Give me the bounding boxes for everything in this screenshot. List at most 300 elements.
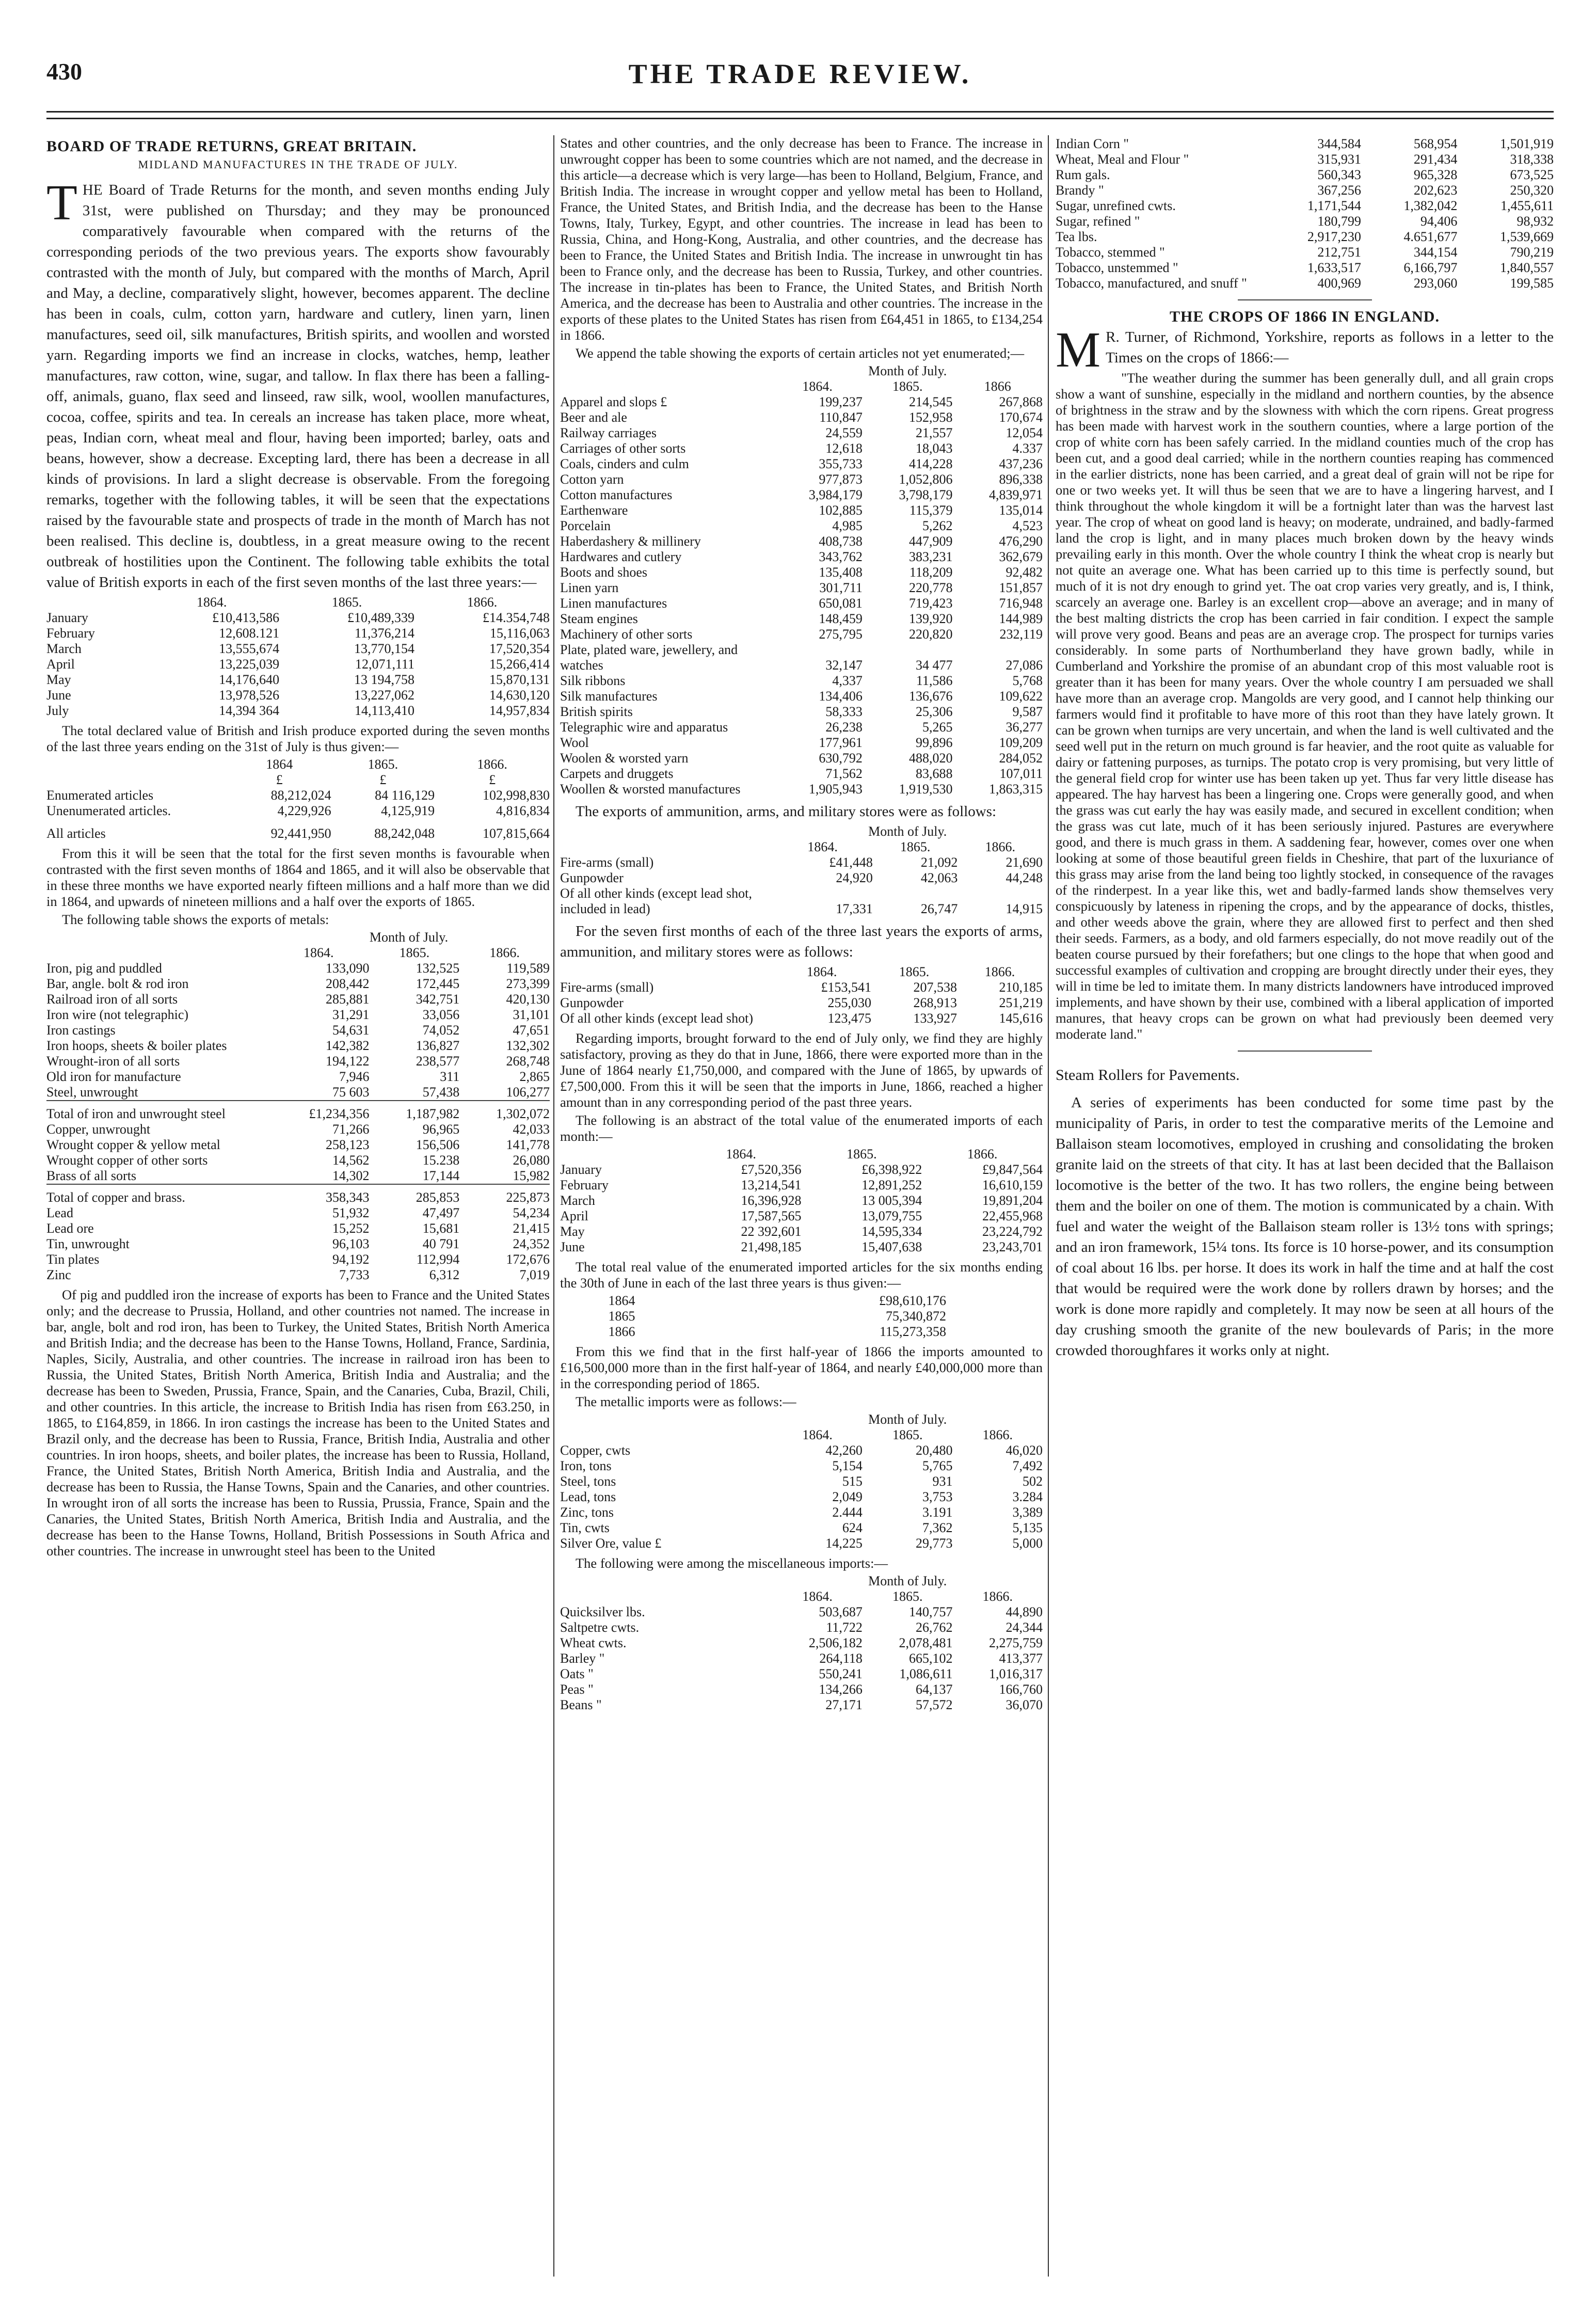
table-row — [560, 425, 1043, 441]
table-cell: 568,954 — [1413, 136, 1458, 151]
table-cell: 33,056 — [422, 1007, 460, 1022]
table-cell: 5,000 — [1012, 1536, 1043, 1551]
row-label: Sugar, unrefined cwts. — [1056, 198, 1176, 213]
table-cell: 251,219 — [999, 995, 1043, 1010]
article-subheading: MIDLAND MANUFACTURES IN THE TRADE OF JULY. — [138, 158, 458, 171]
table-row — [609, 1293, 947, 1309]
table-row — [46, 1205, 550, 1221]
table-row — [560, 1162, 1043, 1178]
header-rule — [46, 111, 1554, 113]
paragraph: The following were among the miscellaneous imports:— — [576, 1555, 888, 1571]
table-row — [560, 1620, 1043, 1635]
paragraph: From this it will be seen that the total for the first seven months is favourable when contrasted with the first seven months of 1864 and 1865, and it will also be observable that in these three months we have exported nearly fifteen millions and a half more than we did in 1864, and upwards of nineteen millions and a half over the exports of 1865. — [46, 846, 550, 909]
table-cell: 36,277 — [1006, 720, 1043, 735]
row-label: Quicksilver lbs. — [560, 1604, 645, 1619]
table-row — [560, 596, 1043, 611]
table-row — [560, 642, 1043, 673]
table-cell: 148,459 — [819, 611, 863, 626]
row-label: Rum gals. — [1056, 167, 1110, 182]
table-row — [560, 456, 1043, 472]
table-cell: 447,909 — [908, 534, 953, 549]
misc-imports-table: Month of July. 1864. 1865. 1866. Quicksilver lbs. 503,687 140,757 44,890 Saltpetre cwts. 11,722 26,762 24,344 Wheat cwts. 2,506,182 2,078,481 2,275,759 Barley " 264,118 665,102 413,377 Oats " 550,241 1,086,611 1,016,317 Peas " 134,266 64,137 166,760 Beans " 27,171 57,572 36,070 — [560, 1573, 1043, 1712]
table-cell: 24,344 — [1006, 1620, 1043, 1635]
row-label: Steel, tons — [560, 1474, 616, 1489]
table-cell: 96,103 — [332, 1236, 370, 1251]
table-cell: 98,932 — [1517, 214, 1554, 229]
article-lead-paragraph: THE Board of Trade Returns for the month, and seven months ending July 31st, were published on Thursday; and they may be pronounced comparatively favourable when compared with the returns of the corresponding periods of the two previous years. The exports show favourably contrasted with the month of July, but compared with the months of March, April and May, a decline, comparatively slight, however, becomes apparent. The decline has been in coals, culm, cotton yarn, hardware and cutlery, linen yarn, linen manufactures, seed oil, silk manufactures, British spirits, and woollen and worsted yarn. Regarding imports we find an increase in clocks, watches, hemp, leather manufactures, raw cotton, wine, sugar, and tallow. In flax there has been a falling-off, animals, guano, flax seed and linseed, raw silk, wool, woollen manufactures, cocoa, coffee, spirits and tea. In cereals an increase has taken place, more wheat, peas, Indian corn, wheat meal and flour, having been imported; barley, oats and beans, however, show a decrease. Excepting lard, there has been a decrease in all kinds of provisions. In lard a slight decrease is observable. From the foregoing remarks, together with the following tables, it will be seen that the expectations raised by the favourable state and prospects of trade in the month of March has not been realised. This decline is, doubtless, in a great measure owing to the recent outbreak of hostilities upon the Continent. The following table exhibits the total value of British exports in each of the first seven months of the last three years:— — [46, 175, 550, 591]
table-cell: 15,681 — [422, 1221, 460, 1236]
table-cell: 362,679 — [999, 549, 1043, 564]
exports-total-table: 1864 1865. 1866. £ £ £ Enumerated articles 88,212,024 84 116,129 102,998,830 Unenumerated articles. 4,229,926 4,125,919 4,816,834 All articles 92,441,950 88,242,048 107,815,664 — [46, 757, 550, 841]
table-row — [560, 534, 1043, 549]
table-cell: 109,209 — [999, 735, 1043, 750]
table-cell: 23,224,792 — [982, 1224, 1043, 1239]
table-row — [560, 735, 1043, 751]
table-cell: 13,227,062 — [354, 688, 415, 703]
table-cell: 29,773 — [915, 1536, 953, 1551]
table-row — [1056, 214, 1554, 229]
table-cell: 136,676 — [908, 689, 953, 704]
table-row — [560, 751, 1043, 766]
row-label: Iron wire (not telegraphic) — [46, 1007, 189, 1022]
table-cell: 212,751 — [1317, 245, 1361, 260]
row-label: Zinc — [46, 1267, 71, 1282]
table-row — [560, 855, 1043, 870]
table-row: Total of iron and unwrought steel £1,234,356 1,187,982 1,302,072 — [46, 1101, 550, 1122]
row-label: Tobacco, stemmed " — [1056, 245, 1165, 260]
table-cell: 26,747 — [920, 901, 958, 916]
table-row — [560, 673, 1043, 689]
row-label: May — [560, 1224, 585, 1239]
table-cell: 291,434 — [1413, 152, 1458, 167]
table-cell: 92,482 — [1006, 565, 1043, 580]
table-cell: 12,618 — [825, 441, 863, 456]
table-row — [46, 1267, 550, 1283]
table-row — [1056, 167, 1554, 183]
table-row — [560, 487, 1043, 503]
row-label: Fire-arms (small) — [560, 980, 654, 995]
table-cell: 4.651,677 — [1403, 229, 1458, 244]
table-cell: 14,302 — [332, 1168, 370, 1183]
table-cell: 268,913 — [913, 995, 957, 1010]
row-label: February — [560, 1178, 609, 1192]
table-cell: £41,448 — [829, 855, 873, 870]
column-divider — [553, 135, 554, 2277]
table-cell: £9,847,564 — [982, 1162, 1043, 1177]
table-cell: 5,262 — [922, 518, 953, 533]
table-cell: 133,927 — [913, 1011, 957, 1026]
table-row — [560, 1178, 1043, 1193]
table-cell: 1,086,611 — [899, 1666, 953, 1681]
row-label: Porcelain — [560, 518, 611, 533]
table-row — [1056, 183, 1554, 198]
table-cell: 139,920 — [908, 611, 953, 626]
table-cell: 4,229,926 — [277, 803, 331, 818]
table-cell: 119,589 — [506, 961, 550, 976]
table-cell: 293,060 — [1413, 276, 1458, 291]
table-row — [560, 1682, 1043, 1697]
row-label: Saltpetre cwts. — [560, 1620, 640, 1635]
table-cell: 14,957,834 — [489, 703, 550, 718]
table-cell: 344,154 — [1413, 245, 1458, 260]
table-row — [46, 1038, 550, 1054]
table-row — [560, 518, 1043, 534]
table-cell: 1,633,517 — [1307, 260, 1361, 275]
table-cell: 25,306 — [915, 704, 953, 719]
row-label: Carriages of other sorts — [560, 441, 686, 456]
table-cell: 24,352 — [513, 1236, 550, 1251]
table-row — [560, 549, 1043, 565]
table-row — [46, 626, 550, 641]
table-cell: 202,623 — [1413, 183, 1458, 198]
row-label: Apparel and slops £ — [560, 394, 667, 409]
table-cell: 5,765 — [922, 1458, 953, 1473]
row-label: Telegraphic wire and apparatus — [560, 720, 728, 735]
table-row — [1056, 152, 1554, 167]
table-row — [46, 1007, 550, 1023]
table-cell: 1,539,669 — [1500, 229, 1554, 244]
table-cell: 12,608.121 — [219, 626, 280, 641]
table-cell: 21,498,185 — [741, 1239, 802, 1254]
table-cell: 26,238 — [825, 720, 863, 735]
table-cell: 4.337 — [1012, 441, 1043, 456]
table-cell: 194,122 — [326, 1054, 370, 1069]
table-cell: 102,998,830 — [483, 788, 550, 803]
table-cell: 285,881 — [326, 992, 370, 1007]
table-cell: 142,382 — [326, 1038, 370, 1053]
table-cell: 1,016,317 — [989, 1666, 1043, 1681]
table-cell: 2,275,759 — [989, 1635, 1043, 1650]
table-row — [46, 1221, 550, 1236]
table-cell: 4,337 — [832, 673, 863, 688]
table-cell: 4,985 — [832, 518, 863, 533]
table-cell: 17,587,565 — [741, 1208, 802, 1223]
table-cell: 275,795 — [819, 627, 863, 642]
table-cell: 6,312 — [429, 1267, 460, 1282]
row-label: Wrought copper & yellow metal — [46, 1137, 220, 1152]
imports-monthly-table: 1864. 1865. 1866. January £7,520,356 £6,398,922 £9,847,564 February 13,214,541 12,891,252 16,610,159 March 16,396,928 13 005,394 19,891,204 April 17,587,565 13,079,755 22,455,968 May 22 392,601 14,595,334 23,224,792 June 21,498,185 15,407,638 23,243,701 — [560, 1147, 1043, 1254]
table-row — [560, 627, 1043, 642]
table-cell: 132,302 — [506, 1038, 550, 1053]
table-cell: 24,559 — [825, 425, 863, 440]
table-cell: 414,228 — [908, 456, 953, 471]
table-cell: 19,891,204 — [982, 1193, 1043, 1208]
table-row — [1056, 276, 1554, 291]
table-cell: 344,584 — [1317, 136, 1361, 151]
paragraph: From this we find that in the first half-year of 1866 the imports amounted to £16,500,000 more than in the first half-year of 1864, and nearly £40,000,000 more than in the corresponding period of 1865. — [560, 1344, 1043, 1391]
table-row — [46, 641, 550, 657]
row-label: April — [46, 657, 75, 672]
table-row — [560, 1193, 1043, 1208]
table-cell: 210,185 — [999, 980, 1043, 995]
row-label: March — [46, 641, 82, 656]
table-row — [1056, 245, 1554, 260]
table-cell: 7,362 — [922, 1520, 953, 1535]
column-left — [46, 135, 550, 2277]
table-cell: 13,555,674 — [219, 641, 280, 656]
row-label: Gunpowder — [560, 995, 624, 1010]
table-row — [46, 1153, 550, 1168]
table-cell: 46,020 — [1006, 1443, 1043, 1458]
table-cell: 13,214,541 — [741, 1178, 802, 1192]
table-cell: 1,919,530 — [899, 782, 953, 797]
table-cell: 141,778 — [506, 1137, 550, 1152]
crops-intro: M R. Turner, of Richmond, Yorkshire, reports as follows in a letter to the Times on the crops of 1866:— — [1056, 322, 1554, 378]
table-row — [560, 766, 1043, 782]
row-label: Haberdashery & millinery — [560, 534, 701, 549]
row-label: Wheat cwts. — [560, 1635, 627, 1650]
table-cell: 99,896 — [915, 735, 953, 750]
table-cell: 40 791 — [422, 1236, 460, 1251]
row-label: Beer and ale — [560, 410, 627, 425]
table-cell: 1,052,806 — [899, 472, 953, 487]
table-cell: 84 116,129 — [375, 788, 435, 803]
articles-exports-table: Month of July. 1864. 1865. 1866 Apparel and slops £ 199,237 214,545 267,868 Beer and ale 110,847 152,958 170,674 Railway carriages 24,559 21,557 12,054 Carriages of other sorts 12,618 18,043 4.337 Coals, cinders and culm 355,733 414,228 437,236 Cotton yarn 977,873 1,052,806 896,338 Cotton manufactures 3,984,179 3,798,179 4,839,971 Earthenware 102,885 115,379 135,014 Porcelain 4,985 5,262 4,523 Haberdashery & millinery 408,738 447,909 476,290 Hardwares and cutlery 343,762 383,231 362,679 Boots and shoes 135,408 118,209 92,482 Linen yarn 301,711 220,778 151,857 Linen manufactures 650,081 719,423 716,948 Steam engines 148,459 139,920 144,989 Machinery of other sorts 275,795 220,820 232,119 Plate, plated ware, jewellery, and watches 32,147 34 477 27,086 Silk ribbons 4,337 11,586 5,768 Silk manufactures 134,406 136,676 109,622 British spirits 58,333 25,306 9,587 Telegraphic wire and apparatus 26,238 5,265 36,277 Wool 177,961 99,896 109,209 Woolen & worsted yarn 630,792 488,020 284,052 Carpets and druggets 71,562 83,688 107,011 Woollen & worsted manufactures 1,905,943 1,919,530 1,863,315 — [560, 363, 1043, 797]
table-cell: 12,071,111 — [355, 657, 415, 672]
table-cell: 134,406 — [819, 689, 863, 704]
table-cell: 7,019 — [519, 1267, 550, 1282]
paragraph: For the seven first months of each of the three last years the exports of arms, ammunition, and military stores were as follows: — [560, 923, 1043, 960]
table-cell: 7,492 — [1012, 1458, 1043, 1473]
table-cell: 17,520,354 — [489, 641, 550, 656]
column-divider — [1048, 135, 1049, 2277]
row-label: Machinery of other sorts — [560, 627, 693, 642]
table-row — [46, 657, 550, 672]
table-cell: 13,225,039 — [219, 657, 280, 672]
table-cell: 42,260 — [825, 1443, 863, 1458]
table-cell: 503,687 — [819, 1604, 863, 1619]
row-label: Indian Corn " — [1056, 136, 1129, 151]
table-row — [1056, 229, 1554, 245]
table-cell: 23,243,701 — [982, 1239, 1043, 1254]
table-row — [560, 995, 1043, 1011]
row-label: January — [560, 1162, 602, 1177]
table-cell: 7,733 — [339, 1267, 370, 1282]
table-cell: 2,506,182 — [808, 1635, 863, 1650]
table-cell: 22 392,601 — [741, 1224, 802, 1239]
table-cell: 437,236 — [999, 456, 1043, 471]
table-cell: 11,376,214 — [354, 626, 415, 641]
table-row — [1056, 198, 1554, 214]
row-label: Hardwares and cutlery — [560, 549, 682, 564]
table-row — [46, 1023, 550, 1038]
crops-quote: "The weather during the summer has been generally dull, and all grain crops show a want of sunshine, especially in the midland and northern counties, by the absence of brightness in the straw and by the slowness with which the corn ripens. Great progress has been made with harvest work in the southern counties, where a large portion of the crop of white corn has been safely carried. In the midland counties much of the crop has been cut, and a good deal carried; while in the northern counties reaping has commenced in the earlier districts, none has been carried, and a great deal of grain will not be ripe for one or two weeks yet. It will thus be seen that we are to have a lingering harvest, and I think throughout the whole kingdom it will be a fortnight later than was the harvest last year. The crop of wheat on good land is heavy; on moderate, undrained, and badly-farmed land the crop is light, and in many places much broken down by the heavy winds prevailing early in this month. Over the whole country I think the wheat crop is nearly but not quite an average one. What has been carried up to this time is perfectly sound, but much of it is not dry enough to grind yet. The oat crop varies very greatly, and is, I think, scarcely an average one. Barley is an excellent crop—above an average; and in many of the best malting districts the crop has been carried in fair condition. I expect the sample will prove very good. Beans and peas are an average crop. The prospect for turnips varies considerably. In some parts of Northumberland they have grown badly, while in Cumberland and Yorkshire the promise of an abundant crop of this most valuable root is greater than it has been for many years. Over the whole country I am persuaded we shall have more than an average crop. Mangolds are very good, and I cannot help thinking our farmers would find it profitable to have more of this root than they have lately grown. It can be grown when turnips are very uncertain, and when the land is well cultivated and the seed well put in the return on much ground is far heavier, and the root quite as valuable for dairy or fattening purposes, as turnips. The potato crop is very promising, but very little of the general field crop for winter use has been taken up yet. Thus far very little disease has appeared. The hay harvest has been a lingering one. Crops were generally good, and when the grass was cut early the hay was easily made, and secured in excellent condition; when the grass was cut late, much of it has been seriously injured. Pastures are everywhere good, and there is much grass in them. A saddening fear, however, comes over one when looking at some of those beautiful green fields in Cheshire, that part of the luxuriance of this grass may arise from the land being too lightly stocked, in consequence of the ravages of the rinderpest. In a year like this, wet and badly-farmed lands show themselves very conspicuously by lateness in ripening the crops, and by the appearance of docks, thistles, and other weeds above the grain, where they are allowed first to perfect and then shed their seeds. Farmers, as a body, and old farmers especially, do not move readily out of the beaten course pursued by their forefathers; but one clings to the hope that when good and successful examples of cultivation and cropping are brought directly under their eyes, they will in time be led to imitate them. In many districts landowners have introduced improved implements, and have shown by their use, combined with a liberal application of imported manures, that heavy crops can be grown on what had previously been deemed very moderate land." — [1056, 370, 1554, 1042]
table-cell: 83,688 — [915, 766, 953, 781]
table-row — [560, 720, 1043, 735]
row-label: May — [46, 672, 71, 687]
table-cell: 14,595,334 — [861, 1224, 922, 1239]
table-cell: 109,622 — [999, 689, 1043, 704]
table-cell: 71,562 — [825, 766, 863, 781]
row-label: April — [560, 1208, 588, 1223]
table-cell: 47,651 — [513, 1023, 550, 1038]
row-label: Coals, cinders and culm — [560, 456, 689, 471]
journal-title: THE TRADE REVIEW. — [628, 58, 972, 89]
row-label: June — [46, 688, 71, 703]
table-cell: 716,948 — [999, 596, 1043, 611]
table-cell: 135,014 — [999, 503, 1043, 518]
arms-seven-months-table: 1864. 1865. 1866. Fire-arms (small) £153,541 207,538 210,185 Gunpowder 255,030 268,913 251,219 Of all other kinds (except lead shot) 123,475 133,927 145,616 — [560, 964, 1043, 1026]
table-cell: 343,762 — [819, 549, 863, 564]
table-cell: 31,101 — [513, 1007, 550, 1022]
table-cell: £10,413,586 — [212, 610, 280, 625]
row-label: Earthenware — [560, 503, 628, 518]
table-cell: 273,399 — [506, 976, 550, 991]
table-cell: 110,847 — [819, 410, 863, 425]
table-cell: 44,890 — [1006, 1604, 1043, 1619]
table-cell: 75 603 — [332, 1085, 370, 1100]
steam-article-text: A series of experiments has been conducted for some time past by the municipality of Paris, in order to test the comparative merits of the Lemoine and Ballaison steam locomotives, employed in crushing and consolidating the broken granite laid on the streets of that city. It has at last been decided that the Ballaison locomotive is the better of the two. It has two rollers, the engine being between them and the boiler on one of them. The motion is communicated by a chain. With fuel and water the weight of the Ballaison steam roller is 13½ tons with springs; and an iron framework, 15¼ tons. Its force is 10 horse-power, and its consumption of coal about 16 lbs. per horse. It does its work in half the time and at half the cost that would be required were the work done by rollers drawn by horses; and the work is done more rapidly and completely. It may now be seen at all hours of the day crushing smooth the granite of the new boulevards of Paris; in the more crowded thoroughfares it works only at night. — [1056, 1094, 1554, 1359]
paragraph: Of pig and puddled iron the increase of exports has been to France and the United States only; and the decrease to Prussia, Holland, and other countries not named. The increase in bar, angle, bolt and rod iron, has been to Turkey, the United States, British North America and British India; and the decrease has been to the Hanse Towns, Holland, France, Sardinia, Naples, Sicily, Australia, and other countries. The increase in railroad iron has been to Russia, the United States, British North America, British India and Australia; and the decrease has been to Sweden, Prussia, France, Spain, and the Canaries, Cuba, Brazil, Chili, and other countries. In this article, the increase to British India has risen from £63.250, in 1865, to £164,859, in 1866. In iron castings the increase has been to the United States and Brazil only, and the decrease has been to Russia, France, British India, Australia and other countries. In iron hoops, sheets, and boiler plates, the increase has been to Russia, Holland, France, the United States, British North America, British India and Australia, and the decrease has been to Russia, the Hanse Towns, Spain and the Canaries, and other countries. In wrought iron of all sorts the increase has been to Russia, Prussia, France, Spain and the Canaries, the United States, British North America, British India and Australia, and the decrease has been to the Hanse Towns, Holland, British Possessions in South Africa and other countries. The increase in unwrought steel has been to the United — [46, 1287, 550, 1558]
table-row — [46, 788, 550, 803]
row-label: Plate, plated ware, jewellery, and watches — [560, 642, 738, 673]
table-cell: 54,234 — [513, 1205, 550, 1220]
table-cell: 16,396,928 — [741, 1193, 802, 1208]
table-row — [46, 1054, 550, 1069]
row-label: Old iron for manufacture — [46, 1069, 181, 1084]
row-label: Of all other kinds (except lead shot, included in lead) — [560, 886, 752, 916]
table-cell: 284,052 — [999, 751, 1043, 766]
table-cell: 5,135 — [1012, 1520, 1043, 1535]
page-header — [46, 58, 1554, 99]
table-cell: 106,277 — [506, 1085, 550, 1100]
table-cell: 214,545 — [908, 394, 953, 409]
table-cell: 15,266,414 — [489, 657, 550, 672]
table-row — [46, 1122, 550, 1137]
row-label: Unenumerated articles. — [46, 803, 171, 818]
row-label: Boots and shoes — [560, 565, 647, 580]
table-cell: 21,092 — [920, 855, 958, 870]
table-cell: 21,415 — [513, 1221, 550, 1236]
table-row — [560, 1011, 1043, 1026]
table-cell: 172,676 — [506, 1252, 550, 1267]
row-label: Enumerated articles — [46, 788, 154, 803]
table-cell: 123,475 — [827, 1011, 871, 1026]
row-label: Silver Ore, value £ — [560, 1536, 662, 1551]
table-cell: 250,320 — [1510, 183, 1554, 198]
table-cell: 896,338 — [999, 472, 1043, 487]
row-label: Wool — [560, 735, 589, 750]
table-cell: 931 — [932, 1474, 953, 1489]
table-row — [560, 1505, 1043, 1520]
table-row — [46, 992, 550, 1007]
row-label: Lead, tons — [560, 1489, 616, 1504]
row-label: British spirits — [560, 704, 633, 719]
table-cell: 220,778 — [908, 580, 953, 595]
table-row — [560, 1489, 1043, 1505]
paragraph: States and other countries, and the only decrease has been to France. The increase in unwrought copper has been to some countries which are not named, and the decrease in this article—a decrease which is very large—has been to Holland, Belgium, France, and British India. The increase in wrought copper and yellow metal has been to Holland, France, the United States, and British India, and the decrease has been to the Hanse Towns, Italy, Turkey, Egypt, and other countries. The increase in lead has been to Russia, China, and Hong-Kong, Australia, and other countries, and the decrease has been to France, the United States and British India. The increase in unwrought tin has been to France only, and the decrease has been to Russia, Turkey, and other countries. The increase in tin-plates has been to France, the United States, and British North America, and the decrease has been to Australia and other countries. The increase in the exports of these plates to the United States has risen from £64,451 in 1865, to £134,254 in 1866. — [560, 135, 1043, 343]
table-cell: 12,054 — [1006, 425, 1043, 440]
row-label: Woolen & worsted yarn — [560, 751, 689, 766]
table-cell: 54,631 — [332, 1023, 370, 1038]
table-cell: 21,690 — [1006, 855, 1043, 870]
row-label: Beans " — [560, 1697, 602, 1712]
table-cell: 413,377 — [999, 1651, 1043, 1666]
table-cell: 177,961 — [819, 735, 863, 750]
table-cell: 560,343 — [1317, 167, 1361, 182]
row-label: Tin, cwts — [560, 1520, 610, 1535]
table-cell: £7,520,356 — [741, 1162, 802, 1177]
table-cell: 57,572 — [915, 1697, 953, 1712]
table-cell: 6,166,797 — [1403, 260, 1458, 275]
row-label: Bar, angle. bolt & rod iron — [46, 976, 189, 991]
table-cell: 258,123 — [326, 1137, 370, 1152]
table-cell: 133,090 — [326, 961, 370, 976]
table-row — [560, 1224, 1043, 1239]
table-cell: 9,587 — [1012, 704, 1043, 719]
row-label: Wrought copper of other sorts — [46, 1153, 208, 1168]
table-row — [46, 976, 550, 992]
table-row — [560, 503, 1043, 518]
table-cell: 17,331 — [836, 901, 873, 916]
table-cell: 15,252 — [332, 1221, 370, 1236]
drop-cap: T — [46, 175, 77, 231]
row-label: Lead ore — [46, 1221, 94, 1236]
row-label: Steel, unwrought — [46, 1085, 138, 1100]
table-cell: 7,946 — [339, 1069, 370, 1084]
section-divider — [1238, 299, 1372, 300]
table-cell: 140,757 — [908, 1604, 953, 1619]
table-cell: 135,408 — [819, 565, 863, 580]
table-cell: 156,506 — [416, 1137, 460, 1152]
table-cell: 15,116,063 — [489, 626, 550, 641]
table-row — [560, 410, 1043, 425]
row-label: February — [46, 626, 95, 641]
row-label: Zinc, tons — [560, 1505, 614, 1520]
page-number: 430 — [46, 58, 82, 85]
table-cell: 4,523 — [1012, 518, 1043, 533]
table-cell: 208,442 — [326, 976, 370, 991]
table-row — [46, 1137, 550, 1153]
table-cell: 57,438 — [422, 1085, 460, 1100]
table-cell: 4,816,834 — [496, 803, 550, 818]
table-cell: 665,102 — [908, 1651, 953, 1666]
table-row — [560, 1520, 1043, 1536]
table-row — [46, 1168, 550, 1184]
table-cell: 502 — [1023, 1474, 1043, 1489]
table-cell: 199,237 — [819, 394, 863, 409]
table-row: All articles 92,441,950 88,242,048 107,815,664 — [46, 826, 550, 841]
table-cell: 115,379 — [909, 503, 953, 518]
row-label: Fire-arms (small) — [560, 855, 654, 870]
table-cell: 166,760 — [999, 1682, 1043, 1697]
table-cell: 14,176,640 — [219, 672, 280, 687]
table-cell: 180,799 — [1317, 214, 1361, 229]
table-cell: 42,033 — [513, 1122, 550, 1137]
paragraph: The metallic imports were as follows:— — [576, 1394, 796, 1409]
table-row — [560, 1604, 1043, 1620]
table-row — [46, 1085, 550, 1101]
table-cell: 3.284 — [1012, 1489, 1043, 1504]
row-label: Tobacco, unstemmed " — [1056, 260, 1178, 275]
table-cell: 58,333 — [825, 704, 863, 719]
table-cell: 420,130 — [506, 992, 550, 1007]
table-cell: 232,119 — [999, 627, 1043, 642]
table-cell: 17,144 — [422, 1168, 460, 1183]
table-cell: 318,338 — [1510, 152, 1554, 167]
row-label: Linen manufactures — [560, 596, 667, 611]
table-row — [560, 1208, 1043, 1224]
table-row — [1056, 136, 1554, 152]
table-cell: 1,382,042 — [1403, 198, 1458, 213]
table-cell: 15,982 — [513, 1168, 550, 1183]
table-cell: 14,225 — [825, 1536, 863, 1551]
table-cell: 136,827 — [416, 1038, 460, 1053]
table-row — [560, 441, 1043, 456]
row-label: Sugar, refined " — [1056, 214, 1140, 229]
paragraph: The exports of ammunition, arms, and military stores were as follows: — [576, 803, 997, 820]
table-cell: 2,865 — [519, 1069, 550, 1084]
